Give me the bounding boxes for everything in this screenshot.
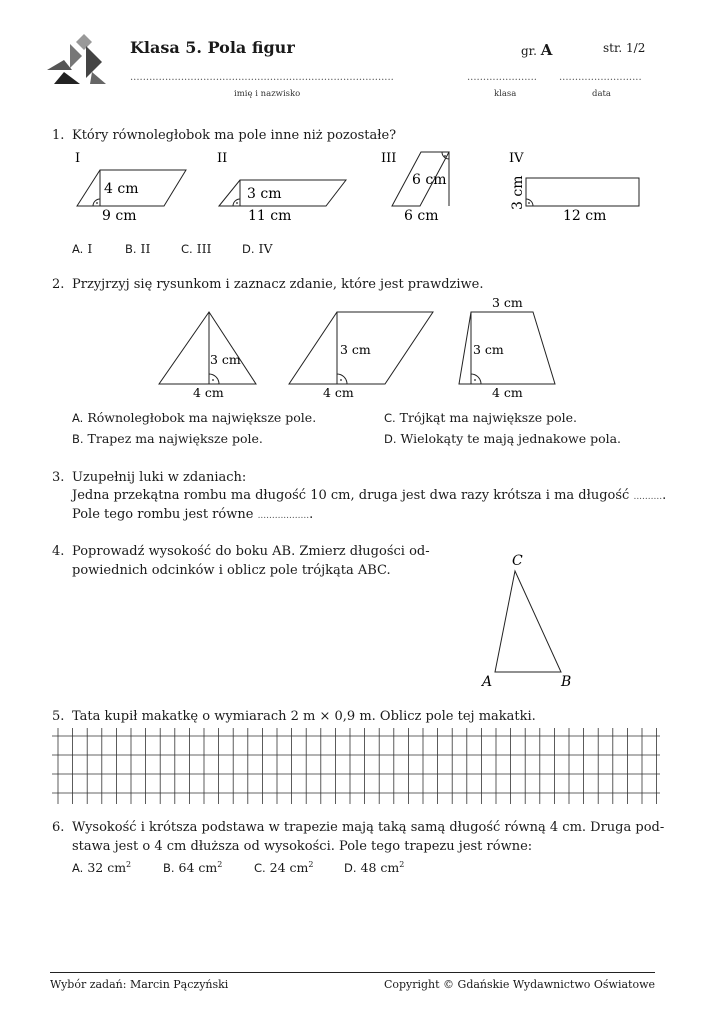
figure-height-label: 4 cm — [104, 181, 139, 197]
group-letter: A — [540, 41, 553, 59]
triangle-abc — [476, 548, 586, 694]
figure-base-label: 12 cm — [563, 208, 607, 224]
option-c[interactable]: C. III — [181, 241, 212, 256]
question-number: 2. — [52, 277, 65, 292]
option-d[interactable]: D. 48 $cm^2$ — [344, 860, 405, 876]
trapezoid-base-label: 4 cm — [492, 385, 523, 400]
q6-options — [72, 860, 404, 875]
figure-roman: III — [381, 151, 397, 166]
question-text: Wysokość i krótsza podstawa w trapezie mają taką samą długość równą 4 cm. Druga pod- — [72, 820, 665, 835]
date-field[interactable]: .......................... — [559, 72, 642, 83]
q3-line3: Pole tego rombu jest równe ................... — [72, 507, 314, 522]
name-field[interactable]: ................................................................................... — [130, 72, 394, 83]
trapezoid-top-label: 3 cm — [492, 295, 523, 310]
trapezoid-height-label: 3 cm — [473, 342, 504, 357]
class-label: klasa — [494, 89, 517, 99]
group-label — [521, 41, 552, 59]
parallelogram-base-label: 4 cm — [323, 385, 354, 400]
question-number: 3. — [52, 470, 65, 485]
question-text: Tata kupił makatkę o wymiarach 2 m × 0,9 m. Oblicz pole tej makatki. — [72, 709, 536, 724]
option-d[interactable]: D. IV — [242, 241, 273, 256]
question-2 — [52, 275, 484, 294]
publisher-logo — [44, 32, 108, 88]
figure-height-label: 3 cm — [247, 186, 282, 202]
q2-figures — [150, 294, 570, 402]
name-label: imię i nazwisko — [234, 89, 301, 99]
footer-copyright: Copyright © Gdańskie Wydawnictwo Oświatowe — [383, 978, 655, 991]
q3-line2: Jedna przekątna rombu ma długość 10 cm, druga jest dwa razy krótsza i ma długość ........... — [72, 488, 667, 503]
figure-height-label: 6 cm — [412, 172, 447, 188]
date-label: data — [592, 89, 611, 99]
q2-option-a[interactable]: A. Równoległobok ma największe pole. — [72, 410, 317, 425]
option-c[interactable]: C. 24 $cm^2$ — [254, 860, 314, 876]
option-a[interactable]: A. 32 $cm^2$ — [72, 860, 132, 876]
question-number: 4. — [52, 544, 65, 559]
question-1 — [52, 126, 396, 145]
group-prefix: gr. — [521, 44, 537, 58]
parallelogram-height-label: 3 cm — [340, 342, 371, 357]
option-b[interactable]: B. 64 $cm^2$ — [163, 860, 223, 876]
q2-option-c[interactable]: C. Trójkąt ma największe pole. — [384, 410, 578, 425]
question-number: 5. — [52, 709, 65, 724]
vertex-b-label: B — [561, 674, 572, 690]
figure-roman: I — [75, 151, 81, 166]
q2-option-b[interactable]: B. Trapez ma największe pole. — [72, 431, 263, 446]
q1-figures — [60, 146, 660, 230]
figure-base-label: 9 cm — [102, 208, 137, 224]
question-6 — [52, 818, 664, 837]
class-field[interactable]: ...................... — [467, 72, 537, 83]
page-number: str. 1/2 — [603, 41, 646, 55]
answer-grid[interactable] — [52, 728, 660, 804]
triangle-base-label: 4 cm — [193, 385, 224, 400]
footer-author: Wybór zadań: Marcin Pączyński — [50, 978, 229, 991]
question-text: Przyjrzyj się rysunkom i zaznacz zdanie, które jest prawdziwe. — [72, 277, 484, 292]
option-a[interactable]: A. I — [72, 241, 93, 256]
vertex-c-label: C — [512, 553, 523, 569]
question-number: 1. — [52, 128, 65, 143]
question-4 — [52, 542, 430, 561]
triangle-height-label: 3 cm — [210, 352, 241, 367]
question-5 — [52, 707, 536, 726]
answer-blank-2[interactable]: .................. — [257, 511, 310, 521]
page-title: Klasa 5. Pola figur — [130, 38, 295, 57]
question-text: Który równoległobok ma pole inne niż pozostałe? — [72, 128, 397, 143]
question-3 — [52, 468, 246, 487]
footer-rule — [50, 972, 655, 973]
figure-base-label: 11 cm — [248, 208, 292, 224]
question-4-line2: powiednich odcinków i oblicz pole trójkąta ABC. — [72, 563, 391, 578]
figure-roman: IV — [509, 151, 524, 166]
question-text: Uzupełnij luki w zdaniach: — [72, 470, 247, 485]
q2-option-d[interactable]: D. Wielokąty te mają jednakowe pola. — [384, 431, 622, 446]
figure-base-label: 6 cm — [404, 208, 439, 224]
vertex-a-label: A — [482, 674, 493, 690]
question-6-line2: stawa jest o 4 cm dłuższa od wysokości. Pole tego trapezu jest równe: — [72, 839, 533, 854]
answer-blank-1[interactable]: .......... — [633, 492, 663, 502]
figure-height-label: 3 cm — [510, 175, 526, 210]
figure-roman: II — [217, 151, 228, 166]
question-text: Poprowadź wysokość do boku AB. Zmierz długości od- — [72, 544, 430, 559]
question-number: 6. — [52, 820, 65, 835]
q1-options — [72, 241, 272, 256]
option-b[interactable]: B. II — [125, 241, 151, 256]
